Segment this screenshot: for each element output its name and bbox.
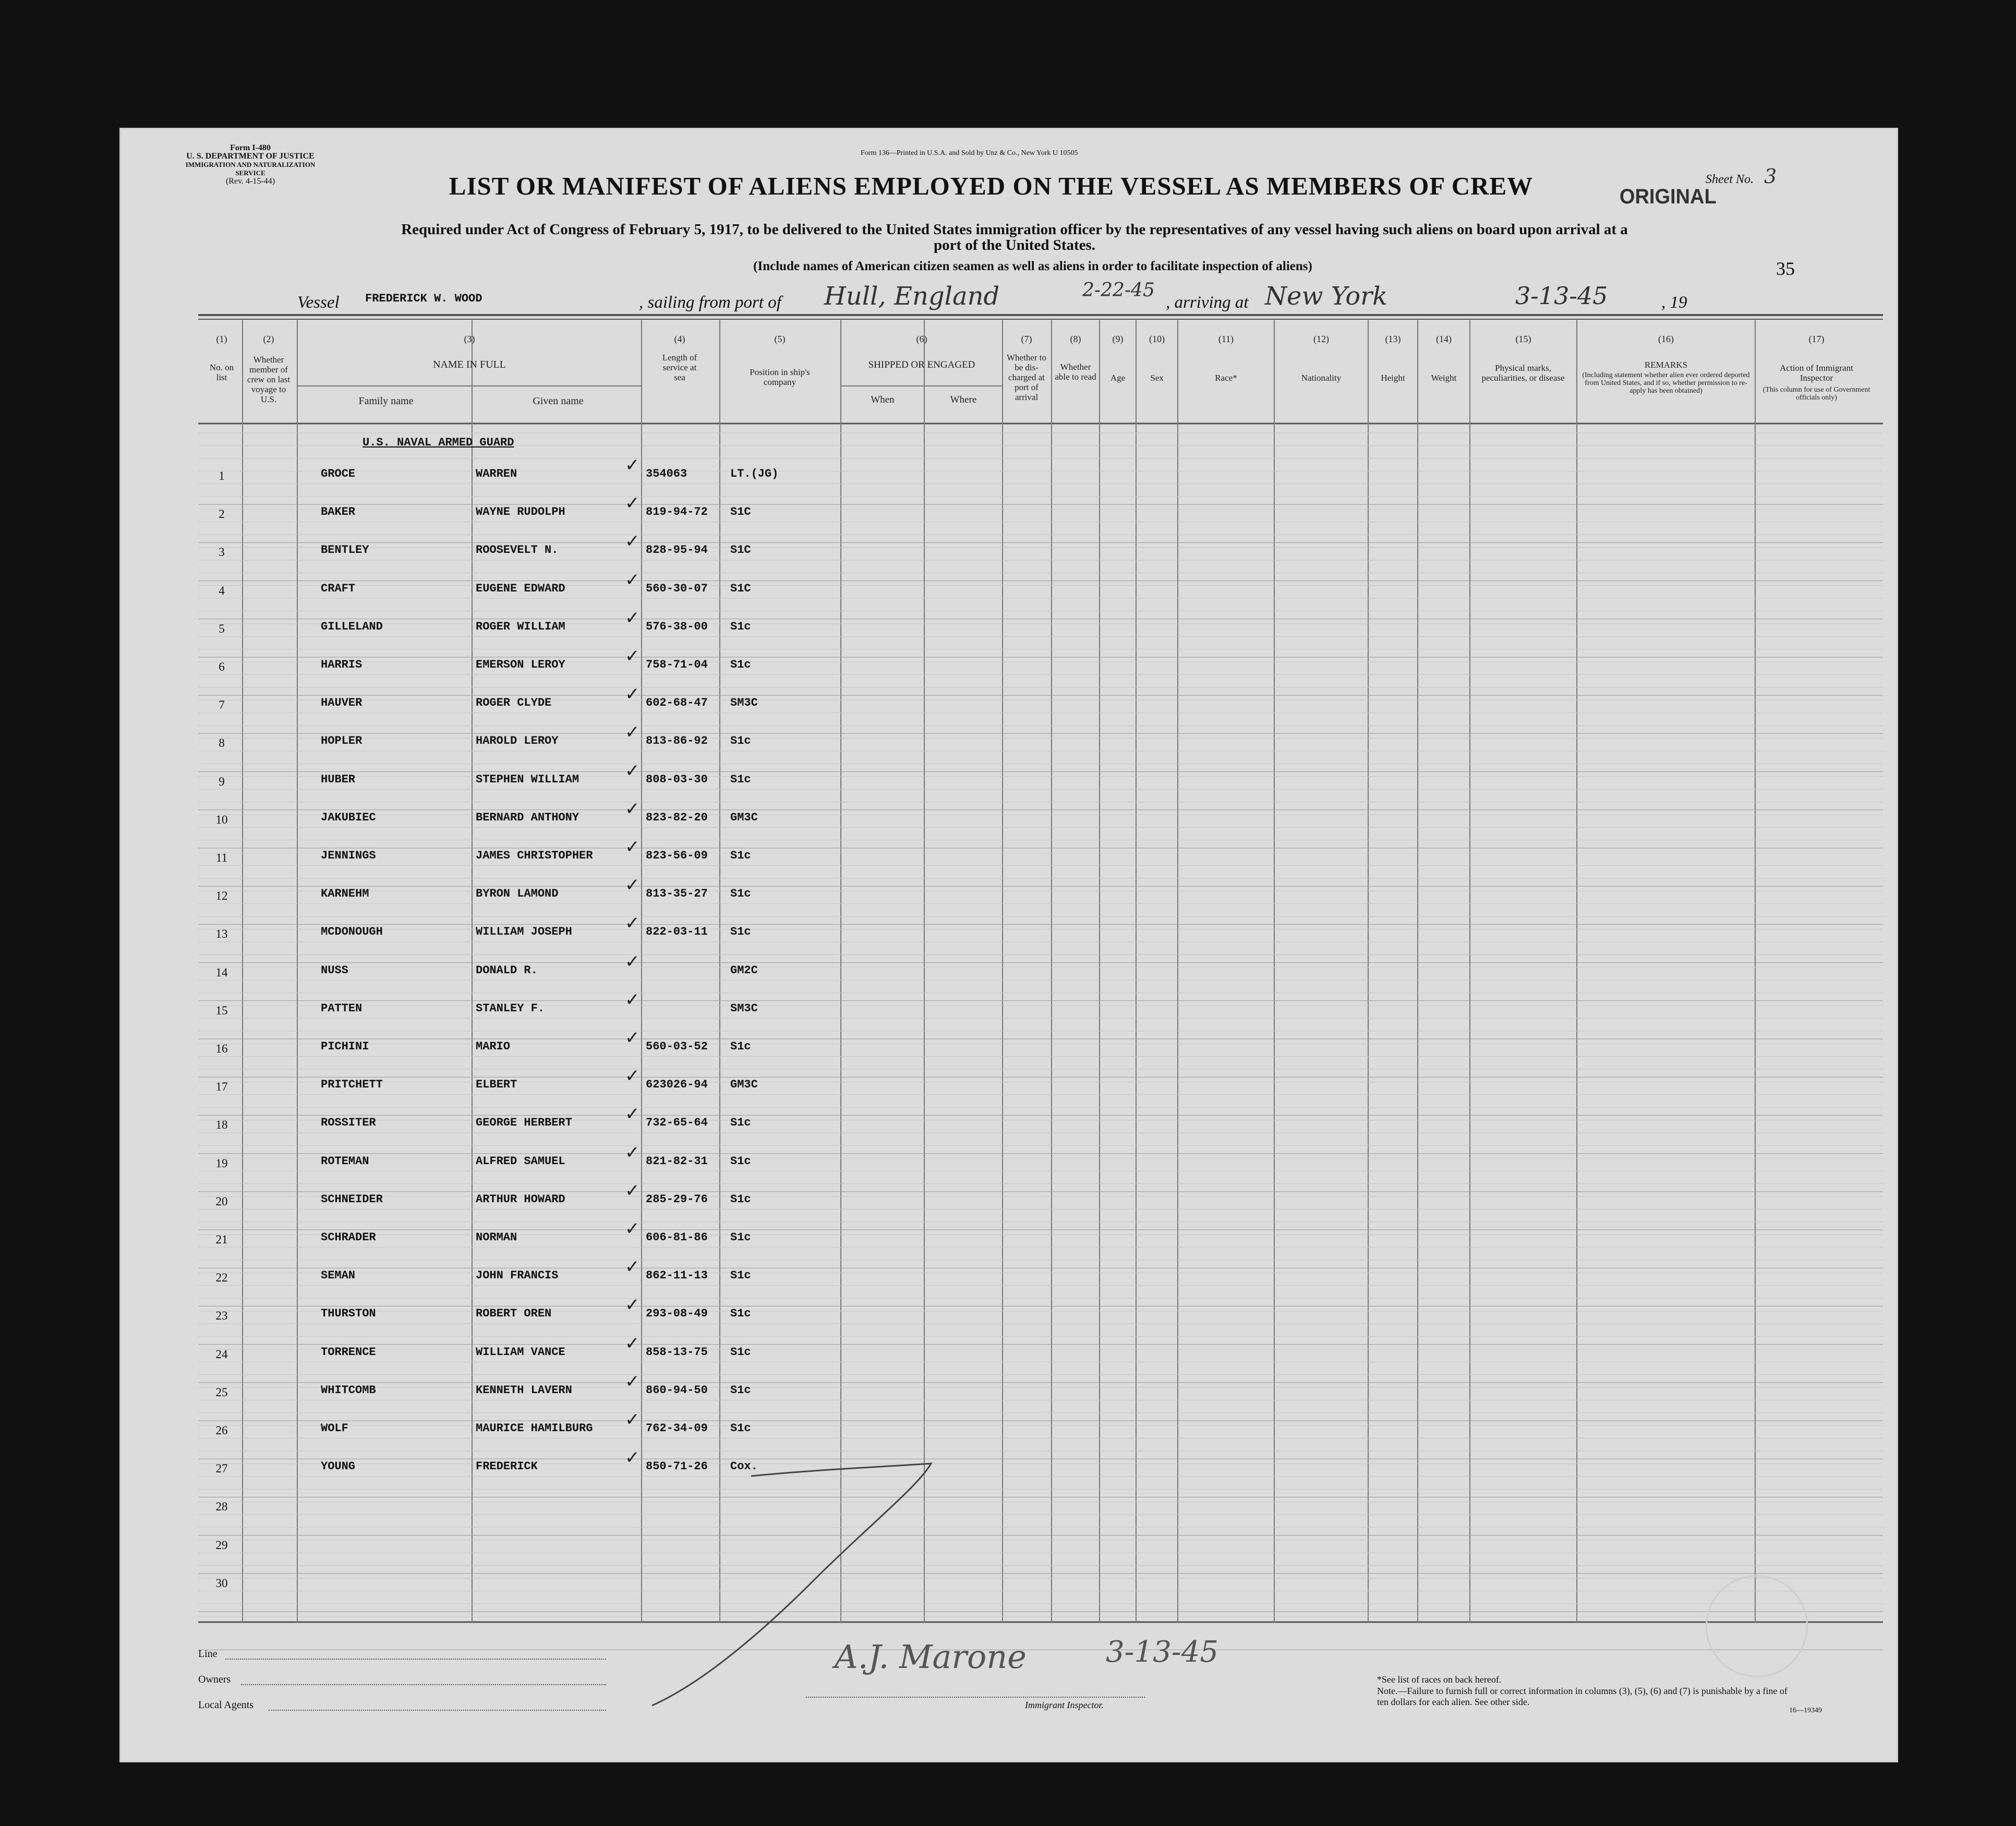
family-name: JAKUBIEC	[321, 811, 376, 824]
col-12-number: (12)	[1313, 334, 1329, 344]
include-note: (Include names of American citizen seamen as well as aliens in order to facilitate inspection of aliens)	[753, 259, 1312, 273]
vessel-label: Vessel	[297, 293, 340, 312]
row-number: 2	[219, 507, 225, 521]
service-number: 606-81-86	[646, 1231, 708, 1244]
position: S1c	[730, 1040, 751, 1053]
family-name: THURSTON	[321, 1307, 376, 1321]
row-number: 30	[215, 1576, 228, 1590]
arriving-port: New York	[1265, 282, 1388, 311]
checkmark-icon: ✓	[625, 531, 640, 552]
position: GM2C	[730, 963, 758, 977]
service-number: 862-11-13	[646, 1269, 708, 1283]
row-number: 3	[219, 546, 225, 559]
family-name: BAKER	[321, 505, 356, 519]
position: GM3C	[730, 811, 758, 824]
service-number: 813-35-27	[646, 887, 708, 901]
table-row	[0, 1535, 2016, 1574]
col-9-label: Age	[1110, 373, 1126, 383]
service-number: 732-65-64	[646, 1116, 708, 1130]
given-name: DONALD R.	[476, 963, 538, 977]
line-label: Line	[198, 1648, 218, 1660]
col-13-number: (13)	[1385, 334, 1401, 344]
table-row	[0, 531, 2016, 581]
year-label: , 19	[1661, 293, 1687, 312]
row-number: 24	[215, 1347, 228, 1361]
family-name: KARNEHM	[321, 887, 369, 901]
col-5-number: (5)	[774, 334, 786, 344]
row-number: 10	[215, 813, 228, 826]
checkmark-icon: ✓	[625, 722, 640, 743]
col-3-family-label: Family name	[358, 395, 414, 407]
position: Cox.	[730, 1460, 758, 1473]
footer-line-label	[198, 1648, 218, 1660]
checkmark-icon: ✓	[625, 684, 640, 705]
col-17-number: (17)	[1808, 334, 1825, 344]
col-1-label: No. on list	[209, 362, 234, 382]
row-number: 29	[215, 1538, 228, 1552]
checkmark-icon: ✓	[625, 1180, 640, 1201]
given-name: STEPHEN WILLIAM	[476, 772, 580, 786]
service-number: 858-13-75	[646, 1345, 708, 1359]
col-13-label: Height	[1381, 373, 1405, 383]
row-number: 22	[215, 1271, 228, 1285]
col-10-number: (10)	[1149, 334, 1165, 344]
row-number: 19	[215, 1156, 228, 1170]
service-number: 822-03-11	[646, 925, 708, 939]
col-9-number: (9)	[1112, 334, 1124, 344]
row-number: 15	[215, 1003, 228, 1017]
col-16-detail: (Including statement whether alien ever ordered deported from United States, and if so, whether permission to re-apply has been obtained)	[1582, 371, 1750, 395]
family-name: CRAFT	[321, 582, 356, 595]
checkmark-icon: ✓	[625, 1142, 640, 1163]
service-number: 758-71-04	[646, 658, 708, 671]
given-name: ROGER CLYDE	[476, 696, 552, 710]
service-number: 285-29-76	[646, 1192, 708, 1206]
inspector-field	[806, 1697, 1145, 1698]
col-2-label: Whether member of crew on last voyage to U.S.	[247, 355, 291, 404]
table-row	[0, 951, 2016, 1001]
given-name: WILLIAM JOSEPH	[476, 925, 572, 939]
col-5-label: Position in ship's company	[750, 367, 810, 387]
penalty-note: Note.—Failure to furnish full or correct information in columns (3), (5), (6) and (7) is punishable by a fine of ten dollars for each alien. See other side.	[1377, 1686, 1788, 1707]
table-row	[0, 722, 2016, 771]
row-number: 8	[219, 736, 225, 750]
act-subtitle	[172, 222, 1857, 253]
agents-field	[269, 1710, 606, 1711]
position: S1c	[730, 1383, 751, 1397]
row-number: 6	[219, 660, 225, 673]
footer-agents-label	[198, 1699, 253, 1711]
family-name: PICHINI	[321, 1040, 369, 1053]
col-7-number: (7)	[1021, 334, 1032, 344]
family-name: HAUVER	[321, 696, 363, 710]
col-3-number: (3)	[464, 334, 475, 344]
family-name: GILLELAND	[321, 620, 383, 633]
given-name: KENNETH LAVERN	[476, 1383, 572, 1397]
position: LT.(JG)	[730, 467, 779, 480]
row-number: 27	[215, 1462, 228, 1476]
col-7-label: Whether to be dis-charged at port of arrival	[1007, 353, 1046, 402]
position: SM3C	[730, 696, 758, 710]
given-name: ALFRED SAMUEL	[476, 1154, 565, 1168]
checkmark-icon: ✓	[625, 798, 640, 819]
given-name: JOHN FRANCIS	[476, 1269, 559, 1283]
line-field	[225, 1659, 606, 1660]
position: GM3C	[730, 1078, 758, 1092]
service-number: 293-08-49	[646, 1307, 708, 1321]
table-row	[0, 1333, 2016, 1383]
signature-date: 3-13-45	[1106, 1635, 1218, 1669]
checkmark-icon: ✓	[625, 607, 640, 628]
section-heading: U.S. NAVAL ARMED GUARD	[363, 436, 514, 449]
col-4-number: (4)	[674, 334, 685, 344]
table-row	[0, 646, 2016, 695]
faint-seal	[1706, 1575, 1808, 1677]
row-number: 25	[215, 1385, 228, 1399]
given-name: EUGENE EDWARD	[476, 582, 565, 595]
table-row	[0, 1256, 2016, 1306]
form-id-line: IMMIGRATION AND NATURALIZATION SERVICE	[185, 161, 316, 177]
checkmark-icon: ✓	[625, 1409, 640, 1430]
family-name: SCHRADER	[321, 1231, 376, 1244]
table-row	[0, 1142, 2016, 1192]
row-number: 26	[215, 1424, 228, 1437]
family-name: WOLF	[321, 1422, 348, 1435]
row-number: 14	[215, 965, 228, 979]
family-name: HUBER	[321, 772, 356, 786]
checkmark-icon: ✓	[625, 760, 640, 781]
family-name: ROTEMAN	[321, 1154, 369, 1168]
table-row	[0, 684, 2016, 733]
position: S1c	[730, 1116, 751, 1130]
given-name: ROBERT OREN	[476, 1307, 552, 1321]
service-number: 823-82-20	[646, 811, 708, 824]
printer-note: Form 136—Printed in U.S.A. and Sold by Unz & Co., New York U 10505	[861, 149, 1078, 157]
col-6-where-label: Where	[950, 394, 977, 405]
sheet-number-label	[1706, 165, 1777, 188]
row-number: 16	[215, 1042, 228, 1055]
sailing-label: , sailing from port of	[639, 293, 781, 312]
given-name: ELBERT	[476, 1078, 517, 1092]
service-number: 560-30-07	[646, 582, 708, 595]
given-name: WARREN	[476, 467, 517, 480]
service-number: 354063	[646, 467, 687, 480]
table-row	[0, 1180, 2016, 1230]
position: S1c	[730, 734, 751, 748]
checkmark-icon: ✓	[625, 569, 640, 590]
position: S1c	[730, 1307, 751, 1321]
col-6-label: SHIPPED OR ENGAGED	[868, 359, 975, 370]
col-15-label: Physical marks, peculiarities, or disease	[1481, 363, 1565, 383]
footer-owners-label	[198, 1674, 231, 1686]
col-17-label: Action of Immigrant Inspector	[1780, 363, 1853, 383]
col-15-number: (15)	[1515, 334, 1531, 344]
checkmark-icon: ✓	[625, 837, 640, 857]
checkmark-icon: ✓	[625, 455, 640, 476]
checkmark-icon: ✓	[625, 1295, 640, 1316]
service-number: 819-94-72	[646, 505, 708, 519]
service-number: 808-03-30	[646, 772, 708, 786]
service-number: 850-71-26	[646, 1460, 708, 1473]
arriving-label: , arriving at	[1166, 293, 1249, 312]
sheet-label: Sheet No.	[1706, 173, 1754, 186]
act-subtitle-line: port of the United States.	[933, 237, 1096, 253]
position: S1c	[730, 849, 751, 862]
given-name: WAYNE RUDOLPH	[476, 505, 565, 519]
position: S1c	[730, 925, 751, 939]
races-note: *See list of races on back hereof.	[1377, 1674, 1502, 1685]
page-number: 35	[1776, 258, 1795, 279]
col-16-number: (16)	[1658, 334, 1674, 344]
checkmark-icon: ✓	[625, 1027, 640, 1048]
given-name: FREDERICK	[476, 1460, 538, 1473]
position: S1c	[730, 1345, 751, 1359]
row-number: 12	[215, 889, 228, 903]
agents-label: Local Agents	[198, 1699, 254, 1711]
given-name: ROOSEVELT N.	[476, 543, 559, 557]
row-number: 11	[215, 851, 228, 864]
table-row	[0, 1027, 2016, 1077]
table-row	[0, 913, 2016, 962]
checkmark-icon: ✓	[625, 1333, 640, 1354]
row-number: 17	[215, 1080, 228, 1094]
col-16-label: REMARKS	[1644, 360, 1688, 370]
position: S1C	[730, 582, 751, 595]
given-name: ROGER WILLIAM	[476, 620, 565, 633]
service-number: 813-86-92	[646, 734, 708, 748]
form-id-line: U. S. DEPARTMENT OF JUSTICE	[186, 152, 315, 161]
inspector-signature: A.J. Marone	[835, 1638, 1027, 1676]
checkmark-icon: ✓	[625, 1447, 640, 1469]
col-11-label: Race*	[1215, 373, 1237, 383]
given-name: JAMES CHRISTOPHER	[476, 849, 593, 862]
row-number: 21	[215, 1233, 228, 1246]
position: S1c	[730, 1192, 751, 1206]
position: S1c	[730, 1422, 751, 1435]
family-name: JENNINGS	[321, 849, 376, 862]
table-row	[0, 1218, 2016, 1268]
table-row	[0, 875, 2016, 924]
col-6-when-label: When	[871, 394, 895, 405]
family-name: ROSSITER	[321, 1116, 376, 1130]
row-number: 18	[215, 1118, 228, 1132]
col-11-number: (11)	[1218, 334, 1234, 344]
family-name: HARRIS	[321, 658, 363, 671]
checkmark-icon: ✓	[625, 1104, 640, 1125]
vessel-name: FREDERICK W. WOOD	[365, 292, 482, 305]
checkmark-icon: ✓	[625, 646, 640, 667]
owners-field	[241, 1684, 606, 1685]
position: S1c	[730, 658, 751, 671]
table-row	[0, 1295, 2016, 1344]
family-name: GROCE	[321, 467, 356, 480]
sheet-number: 3	[1764, 165, 1777, 188]
table-row	[0, 607, 2016, 657]
table-row	[0, 1497, 2016, 1535]
table-row	[0, 989, 2016, 1039]
col-12-label: Nationality	[1301, 373, 1342, 383]
position: S1c	[730, 620, 751, 633]
sailing-date: 2-22-45	[1082, 280, 1155, 301]
col-14-label: Weight	[1431, 373, 1457, 383]
col-14-number: (14)	[1436, 334, 1452, 344]
family-name: PRITCHETT	[321, 1078, 383, 1092]
given-name: HAROLD LEROY	[476, 734, 559, 748]
table-row	[0, 1447, 2016, 1497]
checkmark-icon: ✓	[625, 1066, 640, 1087]
checkmark-icon: ✓	[625, 1371, 640, 1392]
table-row	[0, 837, 2016, 886]
col-17-detail: (This column for use of Government officials only)	[1763, 386, 1870, 402]
family-name: PATTEN	[321, 1001, 363, 1015]
given-name: EMERSON LEROY	[476, 658, 565, 671]
original-stamp: ORIGINAL	[1619, 185, 1717, 208]
service-number: 828-95-94	[646, 543, 708, 557]
service-number: 860-94-50	[646, 1383, 708, 1397]
table-row	[0, 798, 2016, 848]
family-name: NUSS	[321, 963, 348, 977]
service-number: 602-68-47	[646, 696, 708, 710]
arrival-date: 3-13-45	[1515, 282, 1608, 310]
position: S1c	[730, 1269, 751, 1283]
position: S1C	[730, 543, 751, 557]
row-number: 7	[219, 698, 225, 712]
family-name: SCHNEIDER	[321, 1192, 383, 1206]
service-number: 560-03-52	[646, 1040, 708, 1053]
service-number: 623026-94	[646, 1078, 708, 1092]
family-name: MCDONOUGH	[321, 925, 383, 939]
col-3-given-label: Given name	[533, 395, 584, 407]
owners-label: Owners	[198, 1674, 231, 1685]
col-6-number: (6)	[916, 334, 927, 344]
given-name: GEORGE HERBERT	[476, 1116, 572, 1130]
row-number: 4	[219, 584, 225, 597]
given-name: MAURICE HAMILBURG	[476, 1422, 593, 1435]
family-name: HOPLER	[321, 734, 363, 748]
table-row	[0, 455, 2016, 504]
family-name: BENTLEY	[321, 543, 369, 557]
position: S1c	[730, 887, 751, 901]
form-id-line: Form I-480	[230, 143, 271, 152]
position: SM3C	[730, 1001, 758, 1015]
col-8-number: (8)	[1070, 334, 1081, 344]
family-name: WHITCOMB	[321, 1383, 376, 1397]
col-4-label: Length of service at sea	[662, 353, 697, 382]
table-row	[0, 760, 2016, 810]
row-number: 1	[219, 469, 225, 482]
service-number: 823-56-09	[646, 849, 708, 862]
row-number: 23	[215, 1309, 228, 1323]
col-2-number: (2)	[263, 334, 274, 344]
table-row	[0, 1104, 2016, 1153]
given-name: STANLEY F.	[476, 1001, 545, 1015]
given-name: NORMAN	[476, 1231, 517, 1244]
position: S1c	[730, 1154, 751, 1168]
sailing-port: Hull, England	[824, 282, 1000, 311]
checkmark-icon: ✓	[625, 951, 640, 972]
row-number: 13	[215, 927, 228, 941]
row-number: 20	[215, 1194, 228, 1208]
table-row	[0, 1066, 2016, 1115]
col-3-label: NAME IN FULL	[433, 359, 506, 370]
row-number: 28	[215, 1500, 228, 1514]
col-10-label: Sex	[1150, 373, 1164, 383]
row-number: 5	[219, 622, 225, 635]
checkmark-icon: ✓	[625, 493, 640, 514]
form-code: 16—19349	[1789, 1707, 1822, 1714]
table-row	[0, 1371, 2016, 1421]
form-id-line: (Rev. 4-15-44)	[225, 177, 275, 186]
family-name: TORRENCE	[321, 1345, 376, 1359]
position: S1C	[730, 505, 751, 519]
given-name: BERNARD ANTHONY	[476, 811, 580, 824]
table-row	[0, 1409, 2016, 1459]
col-8-label: Whether able to read	[1055, 362, 1096, 382]
given-name: WILLIAM VANCE	[476, 1345, 565, 1359]
checkmark-icon: ✓	[625, 1256, 640, 1278]
family-name: YOUNG	[321, 1460, 356, 1473]
checkmark-icon: ✓	[625, 1218, 640, 1239]
given-name: ARTHUR HOWARD	[476, 1192, 565, 1206]
given-name: BYRON LAMOND	[476, 887, 559, 901]
service-number: 576-38-00	[646, 620, 708, 633]
inspector-label: Immigrant Inspector.	[1025, 1700, 1104, 1710]
table-row	[0, 569, 2016, 619]
checkmark-icon: ✓	[625, 875, 640, 896]
position: S1c	[730, 1231, 751, 1244]
checkmark-icon: ✓	[625, 913, 640, 934]
service-number: 821-82-31	[646, 1154, 708, 1168]
checkmark-icon: ✓	[625, 989, 640, 1010]
service-number: 762-34-09	[646, 1422, 708, 1435]
position: S1c	[730, 772, 751, 786]
given-name: MARIO	[476, 1040, 511, 1053]
act-subtitle-line: Required under Act of Congress of February 5, 1917, to be delivered to the United States immigration officer by the representatives of any vessel having such aliens on board upon arrival at a	[401, 221, 1628, 238]
row-number: 9	[219, 775, 225, 788]
page-title: LIST OR MANIFEST OF ALIENS EMPLOYED ON THE VESSEL AS MEMBERS OF CREW	[449, 172, 1534, 200]
table-row	[0, 493, 2016, 542]
col-1-number: (1)	[216, 334, 227, 344]
family-name: SEMAN	[321, 1269, 356, 1283]
